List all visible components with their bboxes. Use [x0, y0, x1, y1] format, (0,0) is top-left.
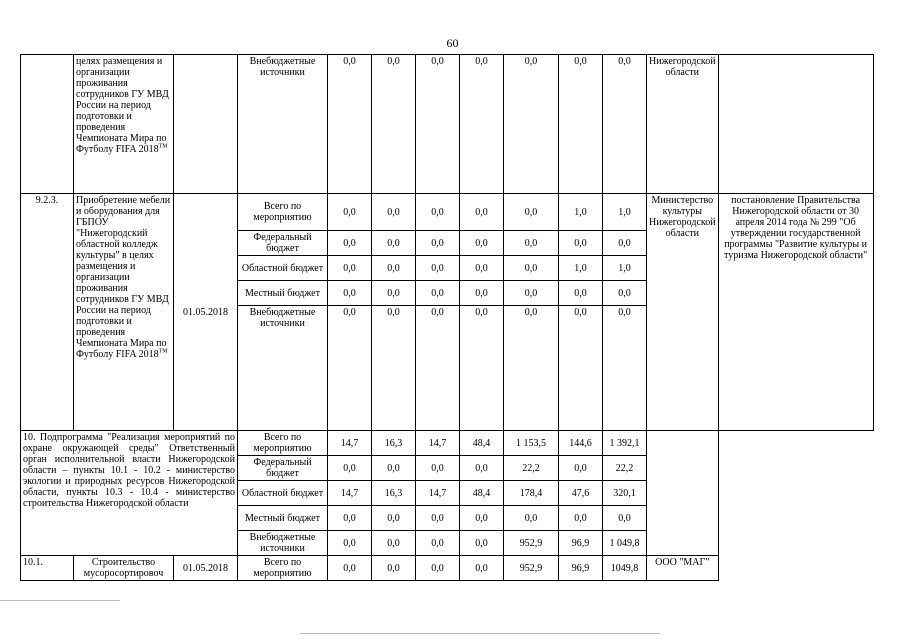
value-cell: 14,7 — [328, 431, 372, 456]
value-cell: 14,7 — [416, 431, 460, 456]
value-cell: 0,0 — [504, 55, 559, 194]
value-cell: 0,0 — [559, 456, 603, 481]
value-cell: 0,0 — [372, 256, 416, 281]
source-label: Федеральный бюджет — [238, 231, 328, 256]
value-cell: 0,0 — [372, 506, 416, 531]
date-cell — [174, 55, 238, 194]
value-cell: 0,0 — [372, 456, 416, 481]
value-cell: 1 049,8 — [603, 531, 647, 556]
value-cell: 0,0 — [460, 456, 504, 481]
value-cell: 0,0 — [372, 55, 416, 194]
scan-rule — [300, 633, 660, 634]
value-cell: 0,0 — [460, 281, 504, 306]
value-cell: 0,0 — [372, 194, 416, 231]
source-label: Местный бюджет — [238, 281, 328, 306]
table-row — [21, 194, 874, 231]
value-cell: 0,0 — [504, 306, 559, 431]
program-table — [20, 54, 874, 581]
executor-cell: ООО "МАГ" — [647, 556, 719, 581]
document-cell — [718, 431, 873, 556]
value-cell: 0,0 — [416, 531, 460, 556]
document-cell — [718, 556, 873, 581]
value-cell: 0,0 — [328, 556, 372, 581]
value-cell: 0,0 — [328, 531, 372, 556]
value-cell: 0,0 — [603, 281, 647, 306]
value-cell: 0,0 — [416, 506, 460, 531]
value-cell: 22,2 — [603, 456, 647, 481]
value-cell: 0,0 — [328, 281, 372, 306]
value-cell: 96,9 — [559, 556, 603, 581]
value-cell: 1 153,5 — [504, 431, 559, 456]
event-name: целях размещения и организации проживания сотрудников ГУ МВД России на период подготовки и проведения Чемпионата Мира по Футболу FIFA 2018™ — [74, 55, 174, 194]
value-cell: 16,3 — [372, 431, 416, 456]
row-num-cell: 10.1. — [21, 556, 74, 581]
value-cell: 0,0 — [460, 256, 504, 281]
value-cell: 0,0 — [460, 306, 504, 431]
source-label: Внебюджетные источники — [238, 531, 328, 556]
row-num-cell — [21, 55, 74, 194]
document-cell: постановление Правительства Нижегородской области от 30 апреля 2014 года № 299 "Об утверждении государственной программы "Развитие культуры и туризма Нижегородской области" — [718, 194, 873, 431]
value-cell: 0,0 — [416, 306, 460, 431]
value-cell: 0,0 — [559, 506, 603, 531]
value-cell: 0,0 — [416, 281, 460, 306]
value-cell: 0,0 — [504, 506, 559, 531]
executor-cell: Министерство культуры Нижегородской области — [647, 194, 719, 431]
value-cell: 0,0 — [460, 506, 504, 531]
source-label: Внебюджетные источники — [238, 306, 328, 431]
value-cell: 0,0 — [603, 506, 647, 531]
page-number: 60 — [446, 36, 459, 50]
value-cell: 0,0 — [372, 531, 416, 556]
value-cell: 0,0 — [328, 231, 372, 256]
value-cell: 0,0 — [504, 194, 559, 231]
value-cell: 178,4 — [504, 481, 559, 506]
value-cell: 0,0 — [416, 231, 460, 256]
value-cell: 0,0 — [460, 55, 504, 194]
value-cell: 0,0 — [504, 281, 559, 306]
value-cell: 0,0 — [460, 531, 504, 556]
value-cell: 0,0 — [559, 231, 603, 256]
source-label: Федеральный бюджет — [238, 456, 328, 481]
value-cell: 0,0 — [416, 456, 460, 481]
value-cell: 0,0 — [559, 281, 603, 306]
value-cell: 0,0 — [504, 256, 559, 281]
value-cell: 16,3 — [372, 481, 416, 506]
value-cell: 22,2 — [504, 456, 559, 481]
event-name: Приобретение мебели и оборудования для ГБПОУ "Нижегородский областной колледж культуры" в целях размещения и организации проживания сотрудников ГУ МВД России на период подготовки и проведения Чемпионата Мира по Футболу FIFA 2018™ — [74, 194, 174, 431]
subprogram-heading: 10. Подпрограмма "Реализация мероприятий по охране окружающей среды" Ответственный орган исполнительной власти Нижегородской области – пункты 10.1 - 10.2 - министерство экологии и природных ресурсов Нижегородской области, пункты 10.3 - 10.4 - министерство строительства Нижегородской области — [21, 431, 238, 556]
value-cell: 952,9 — [504, 556, 559, 581]
value-cell: 1,0 — [603, 194, 647, 231]
source-label: Областной бюджет — [238, 256, 328, 281]
value-cell: 0,0 — [328, 55, 372, 194]
value-cell: 0,0 — [416, 55, 460, 194]
value-cell: 0,0 — [603, 306, 647, 431]
value-cell: 0,0 — [328, 256, 372, 281]
value-cell: 0,0 — [460, 556, 504, 581]
table-row — [21, 431, 874, 456]
value-cell: 1,0 — [603, 256, 647, 281]
value-cell: 144,6 — [559, 431, 603, 456]
value-cell: 1,0 — [559, 256, 603, 281]
scan-rule — [0, 600, 120, 601]
source-label: Всего по мероприятию — [238, 431, 328, 456]
row-num-cell: 9.2.3. — [21, 194, 74, 431]
value-cell: 0,0 — [372, 306, 416, 431]
value-cell: 14,7 — [416, 481, 460, 506]
value-cell: 0,0 — [460, 231, 504, 256]
source-label: Областной бюджет — [238, 481, 328, 506]
value-cell: 0,0 — [504, 231, 559, 256]
value-cell: 0,0 — [416, 256, 460, 281]
value-cell: 1049,8 — [603, 556, 647, 581]
value-cell: 0,0 — [328, 194, 372, 231]
value-cell: 0,0 — [372, 231, 416, 256]
value-cell: 48,4 — [460, 431, 504, 456]
value-cell: 96,9 — [559, 531, 603, 556]
value-cell: 320,1 — [603, 481, 647, 506]
value-cell: 0,0 — [328, 306, 372, 431]
value-cell: 0,0 — [416, 194, 460, 231]
executor-cell — [647, 431, 719, 556]
value-cell: 1,0 — [559, 194, 603, 231]
value-cell: 1 392,1 — [603, 431, 647, 456]
value-cell: 952,9 — [504, 531, 559, 556]
value-cell: 0,0 — [416, 556, 460, 581]
date-cell: 01.05.2018 — [174, 556, 238, 581]
source-label: Местный бюджет — [238, 506, 328, 531]
value-cell: 47,6 — [559, 481, 603, 506]
source-label: Всего по мероприятию — [238, 194, 328, 231]
value-cell: 48,4 — [460, 481, 504, 506]
value-cell: 0,0 — [460, 194, 504, 231]
date-cell: 01.05.2018 — [174, 194, 238, 431]
value-cell: 0,0 — [603, 231, 647, 256]
executor-cell: Нижегородской области — [647, 55, 719, 194]
table-row — [21, 55, 874, 194]
table-row — [21, 556, 874, 581]
value-cell: 0,0 — [372, 556, 416, 581]
source-label: Внебюджетные источники — [238, 55, 328, 194]
value-cell: 0,0 — [559, 55, 603, 194]
value-cell: 0,0 — [372, 281, 416, 306]
source-label: Всего по мероприятию — [238, 556, 328, 581]
value-cell: 0,0 — [328, 456, 372, 481]
document-cell — [718, 55, 873, 194]
value-cell: 0,0 — [559, 306, 603, 431]
value-cell: 14,7 — [328, 481, 372, 506]
value-cell: 0,0 — [328, 506, 372, 531]
event-name: Строительство мусоросортировоч — [74, 556, 174, 581]
value-cell: 0,0 — [603, 55, 647, 194]
